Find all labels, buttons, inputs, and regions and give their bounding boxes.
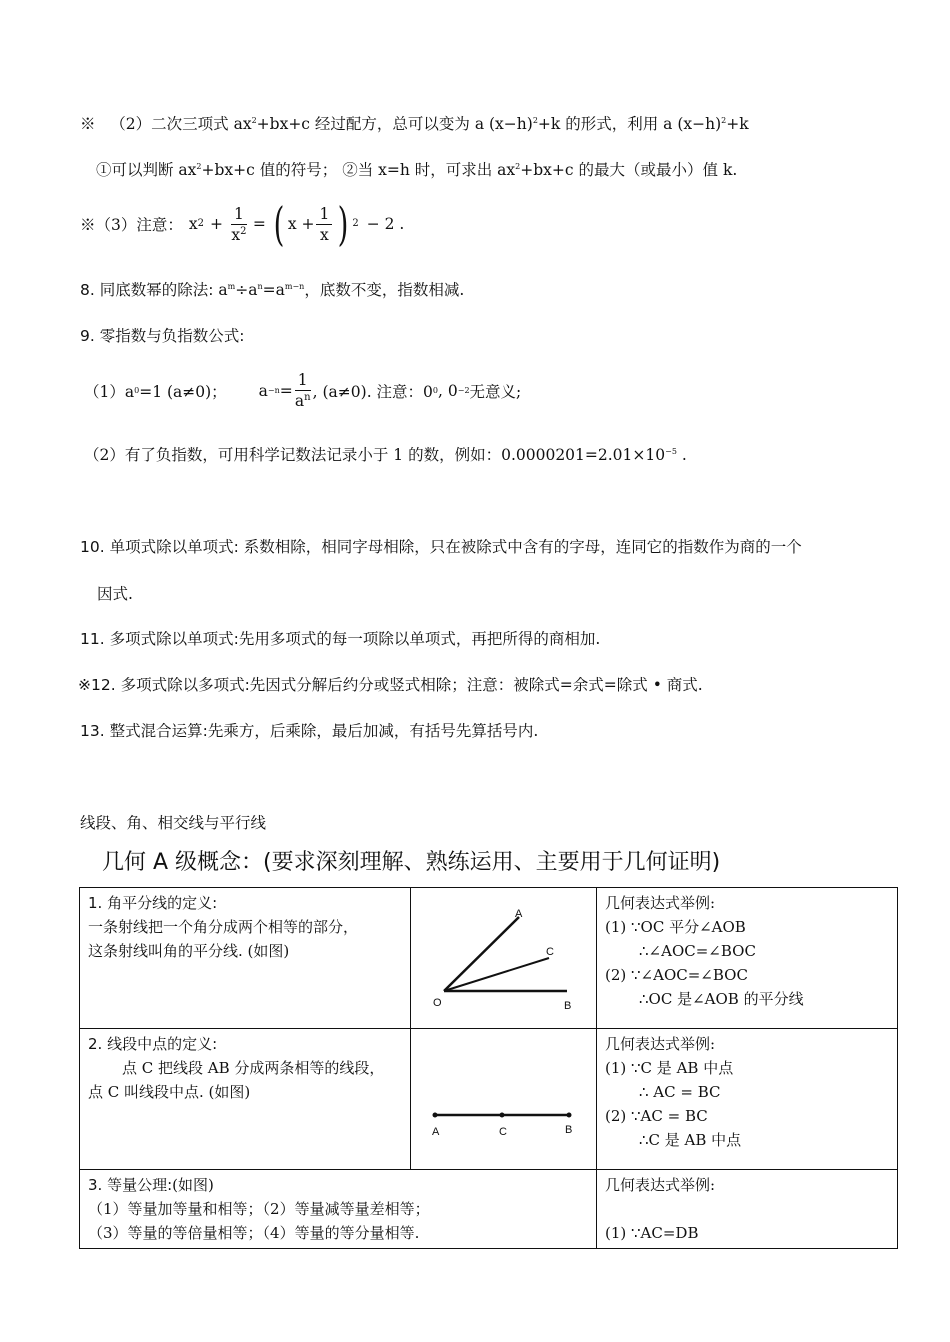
formula-line-note-identity: ※（3）注意： x 2 + $\frac{1}{x^2}$ = ( x + $\frac{1}{x}$ ) 2 − 2 . [80, 197, 405, 251]
den-sup: 2 [240, 225, 247, 237]
den-sup: n [304, 392, 311, 403]
table-row [80, 1029, 898, 1170]
fraction [231, 204, 247, 245]
figure-cell [411, 1029, 597, 1170]
point-label-c: C [546, 946, 554, 958]
example-line: (2) ∵AC = BC [605, 1107, 708, 1125]
text: , (a≠0). 注意：0 [312, 382, 433, 401]
table-row [80, 888, 898, 1029]
text: = [279, 381, 293, 400]
item-9-title: 9. 零指数与负指数公式: [80, 327, 245, 345]
text: 先因式分解后约分或竖式相除；注意：被除式=余式=除式 • 商式. [249, 676, 703, 694]
item-13 [80, 719, 538, 741]
point-label-a: A [432, 1126, 440, 1138]
definition-text: （1）等量加等量和相等；（2）等量减等量差相等； [88, 1200, 430, 1218]
example-heading: 几何表达式举例: [605, 1035, 716, 1053]
example-heading: 几何表达式举例: [605, 1176, 716, 1194]
definition-text: 这条射线叫角的平分线. (如图) [88, 942, 290, 960]
item-9-formula-1: （1）a 0 =1 (a≠0)； a −n = $\frac{1}{a^n}$ , (a≠0). 注意：0 0 , 0 −2 无意义; [84, 371, 522, 410]
example-cell [597, 888, 898, 1029]
item-11 [80, 627, 600, 649]
tail: − 2 . [366, 215, 405, 233]
segment-midpoint-figure [419, 1032, 605, 1159]
text: a [218, 281, 228, 299]
superscript: 2 [196, 162, 202, 171]
numerator: 1 [231, 204, 247, 225]
text: +k [726, 115, 749, 133]
denominator [231, 225, 247, 245]
superscript: −5 [665, 447, 677, 456]
text: =a [262, 281, 285, 299]
point-label-b: B [565, 1124, 573, 1136]
angle-bisector-figure [419, 891, 605, 1018]
text: ，底数不变，指数相减. [304, 281, 465, 299]
text: ①可以判断 ax [96, 161, 197, 179]
formula-line-uses [96, 158, 737, 180]
text: （2）二次三项式 ax [110, 115, 252, 133]
example-line: ∴∠AOC=∠BOC [639, 942, 756, 960]
fraction [295, 370, 311, 411]
example-line: (2) ∵∠AOC=∠BOC [605, 966, 748, 984]
text: 先乘方，后乘除，最后加减，有括号先算括号内. [207, 722, 539, 740]
item-10-cont: 因式. [97, 585, 133, 603]
den-x: x [231, 225, 241, 244]
superscript: 2 [532, 116, 538, 125]
point-label-c: C [499, 1126, 507, 1138]
point-label-b: B [564, 1000, 572, 1012]
definition-text: 一条射线把一个角分成两个相等的部分， [88, 918, 359, 936]
table-row [80, 1170, 898, 1249]
item-9-formula-2 [84, 443, 687, 465]
example-line: (1) ∵OC 平分∠AOB [605, 918, 746, 936]
text: , 0 [438, 381, 458, 400]
text: （1）a [84, 382, 135, 401]
text: +bx+c 的最大（或最小）值 k. [520, 161, 738, 179]
definition-title: 2. 线段中点的定义: [88, 1035, 218, 1053]
inner-x: x + [287, 215, 315, 233]
definition-cell [80, 1170, 597, 1249]
definition-title: 3. 等量公理: [88, 1176, 173, 1194]
equals: = [252, 215, 266, 233]
superscript: 2 [251, 116, 257, 125]
text: 先用多项式的每一项除以单项式，再把所得的商相加. [238, 630, 601, 648]
text: +bx+c 值的符号； ②当 x=h 时，可求出 ax [201, 161, 516, 179]
point-c [500, 1113, 505, 1118]
text: 系数相除，相同字母相除，只在被除式中含有的字母，连同它的指数作为商的一个 [238, 538, 802, 556]
plus: + [210, 215, 223, 233]
item-10 [80, 535, 802, 557]
point-a [433, 1113, 438, 1118]
example-cell [597, 1170, 898, 1249]
superscript: m−n [284, 282, 305, 291]
big-heading: 几何 A 级概念：(要求深刻理解、熟练运用、主要用于几何证明) [102, 850, 721, 875]
definition-text: （3）等量的等倍量相等；（4）等量的等分量相等. [88, 1224, 420, 1242]
definition-title: 1. 角平分线的定义: [88, 894, 218, 912]
text: +k 的形式，利用 a (x−h) [537, 115, 722, 133]
text: ÷a [235, 281, 258, 299]
superscript: 2 [515, 162, 521, 171]
item-title: ※12. 多项式除以多项式: [78, 676, 250, 694]
example-cell [597, 1029, 898, 1170]
definition-cell [80, 888, 411, 1029]
note-mark: ※ [80, 115, 96, 133]
formula-line-completing-square [80, 112, 749, 134]
example-line: ∴C 是 AB 中点 [639, 1131, 742, 1149]
figure-cell [411, 888, 597, 1029]
denominator: x [320, 225, 329, 244]
den-a: a [294, 392, 305, 410]
point-label-a: A [515, 908, 523, 920]
superscript: n [257, 282, 263, 291]
text: +bx+c 经过配方，总可以变为 a (x−h) [256, 115, 533, 133]
text: a [258, 381, 268, 400]
example-line: ∴OC 是∠AOB 的平分线 [639, 990, 804, 1008]
definition-text: 点 C 把线段 AB 分成两条相等的线段， [122, 1059, 385, 1077]
text: （2）有了负指数，可用科学记数法记录小于 1 的数，例如：0.0000201=2.01×10 [84, 446, 666, 464]
var-x: x [188, 215, 198, 233]
numerator: 1 [316, 204, 332, 225]
definition-cell [80, 1029, 411, 1170]
superscript: m [227, 282, 236, 291]
text: =1 (a≠0)； [139, 382, 227, 401]
numerator: 1 [295, 370, 311, 391]
right-paren: ) [337, 197, 349, 251]
label: ※（3）注意： [80, 216, 183, 234]
example-heading: 几何表达式举例: [605, 894, 716, 912]
item-title: 8. 同底数幂的除法: [80, 281, 214, 299]
section-title: 线段、角、相交线与平行线 [80, 814, 267, 832]
left-paren: ( [273, 197, 285, 251]
item-title: 10. 单项式除以单项式: [80, 538, 239, 556]
item-12 [78, 673, 703, 695]
example-line: (1) ∵AC=DB [605, 1224, 699, 1242]
definition-text: 点 C 叫线段中点. (如图) [88, 1083, 251, 1101]
point-b [567, 1113, 572, 1118]
text: 无意义; [469, 382, 522, 401]
superscript: 2 [721, 116, 727, 125]
item-title: 11. 多项式除以单项式: [80, 630, 239, 648]
fraction [316, 204, 332, 245]
text: . [676, 446, 687, 464]
example-line: ∴ AC = BC [639, 1083, 721, 1101]
example-line: (1) ∵C 是 AB 中点 [605, 1059, 734, 1077]
point-label-o: O [433, 997, 442, 1009]
item-8 [80, 278, 464, 300]
denominator [295, 391, 311, 411]
geometry-concepts-table [79, 887, 898, 1249]
definition-title-note: (如图) [172, 1176, 214, 1194]
item-title: 13. 整式混合运算: [80, 722, 208, 740]
